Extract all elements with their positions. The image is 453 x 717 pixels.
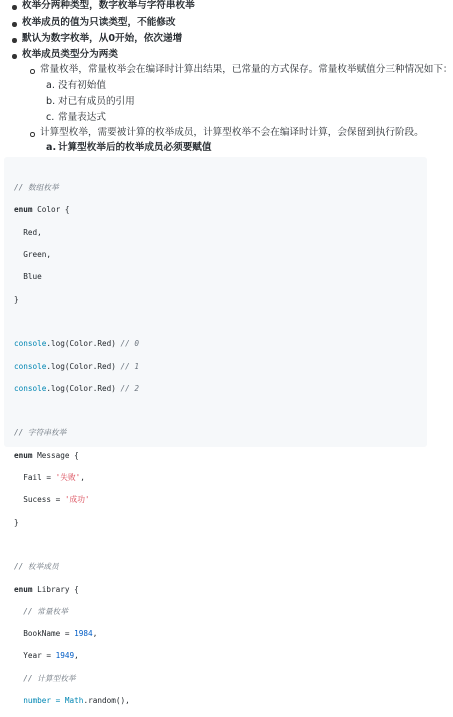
code-comment: // 计算型枚举 bbox=[14, 673, 76, 683]
case-marker: a. bbox=[46, 142, 57, 153]
code-number: 1949 bbox=[55, 651, 75, 661]
bullet-dot bbox=[12, 38, 17, 43]
code-line bbox=[14, 316, 139, 327]
code-text: } bbox=[14, 517, 19, 527]
bullet-circle bbox=[30, 69, 35, 74]
code-text: , bbox=[92, 629, 98, 639]
code-line bbox=[14, 227, 139, 238]
code-keyword: enum bbox=[14, 450, 33, 460]
code-line bbox=[14, 695, 139, 706]
code-line bbox=[14, 539, 139, 550]
code-line bbox=[14, 606, 139, 617]
code-line bbox=[14, 204, 139, 215]
code-comment: // 枚举成员 bbox=[14, 562, 59, 572]
code-text: , bbox=[80, 473, 85, 483]
code-line bbox=[14, 650, 139, 661]
code-keyword: enum bbox=[14, 584, 33, 594]
code-line bbox=[14, 472, 139, 483]
code-text: .log(Color.Red) bbox=[46, 339, 121, 349]
case-marker: b. bbox=[46, 96, 56, 107]
case-reference: 对已有成员的引用 bbox=[58, 96, 135, 107]
code-content bbox=[14, 171, 139, 717]
code-line bbox=[14, 494, 139, 505]
bullet-dot bbox=[12, 5, 17, 10]
note-computed-enum: 计算型枚举，需要被计算的枚举成员，计算型枚举不会在编译时计算，会保留到执行阶段。 bbox=[40, 127, 424, 138]
bullet-circle bbox=[30, 132, 35, 137]
note-member-kinds: 枚举成员类型分为两类 bbox=[22, 49, 118, 60]
code-keyword: enum bbox=[14, 205, 33, 215]
code-line bbox=[14, 249, 139, 260]
code-line bbox=[14, 517, 139, 528]
code-text: Red, bbox=[14, 227, 42, 237]
code-line bbox=[14, 182, 139, 193]
note-default-numeric: 默认为数字枚举，从0开始，依次递增 bbox=[22, 33, 183, 44]
code-comment: // 常量枚举 bbox=[14, 606, 68, 616]
case-no-initial: 没有初始值 bbox=[58, 80, 106, 91]
code-line bbox=[14, 427, 139, 438]
bullet-dot bbox=[12, 54, 17, 59]
note-const-enum: 常量枚举，常量枚举会在编译时计算出结果，已常量的方式保存。常量枚举赋值分三种情况如下： bbox=[40, 64, 453, 75]
code-line bbox=[14, 405, 139, 416]
code-object: Math bbox=[64, 695, 84, 705]
code-line bbox=[14, 271, 139, 282]
code-comment: // 数组枚举 bbox=[14, 183, 59, 193]
code-text: Blue bbox=[14, 272, 42, 282]
code-text: Fail = bbox=[14, 473, 56, 483]
code-text: .log(Color.Red) bbox=[46, 361, 121, 371]
code-text: Green, bbox=[14, 250, 52, 260]
case-marker: a. bbox=[46, 80, 55, 91]
code-text: .random(), bbox=[83, 695, 130, 705]
code-object: console bbox=[14, 383, 47, 393]
code-text: .log(Color.Red) bbox=[46, 383, 121, 393]
code-line bbox=[14, 383, 139, 394]
note-readonly: 枚举成员的值为只读类型，不能修改 bbox=[22, 17, 176, 28]
code-line bbox=[14, 628, 139, 639]
code-string: '失败' bbox=[55, 473, 81, 483]
code-text: Color { bbox=[37, 205, 70, 215]
code-line bbox=[14, 294, 139, 305]
bullet-dot bbox=[12, 22, 17, 27]
code-line bbox=[14, 338, 139, 349]
code-line bbox=[14, 584, 139, 595]
code-comment: // 0 bbox=[120, 339, 139, 349]
code-text: , bbox=[74, 651, 79, 661]
case-must-assign: 计算型枚举后的枚举成员必须要赋值 bbox=[58, 142, 212, 153]
case-marker: c. bbox=[46, 112, 55, 123]
code-line bbox=[14, 450, 139, 461]
code-comment: // 2 bbox=[120, 383, 139, 393]
code-text: BookName = bbox=[14, 629, 75, 639]
code-comment: // 字符串枚举 bbox=[14, 428, 67, 438]
code-line bbox=[14, 361, 139, 372]
code-object: console bbox=[14, 339, 47, 349]
case-const-expr: 常量表达式 bbox=[58, 112, 106, 123]
code-text: Year = bbox=[14, 651, 56, 661]
code-line bbox=[14, 561, 139, 572]
code-comment: // 1 bbox=[120, 361, 139, 371]
code-number: 1984 bbox=[74, 629, 93, 639]
note-enum-types: 枚举分两种类型，数字枚举与字符串枚举 bbox=[22, 0, 195, 11]
code-text: Library { bbox=[37, 584, 79, 594]
code-text: Message { bbox=[37, 450, 79, 460]
code-text: } bbox=[14, 294, 19, 304]
code-text: Sucess = bbox=[14, 495, 65, 505]
code-string: '成功' bbox=[64, 495, 90, 505]
code-object: console bbox=[14, 361, 47, 371]
code-line bbox=[14, 673, 139, 684]
code-property: number = bbox=[14, 695, 65, 705]
